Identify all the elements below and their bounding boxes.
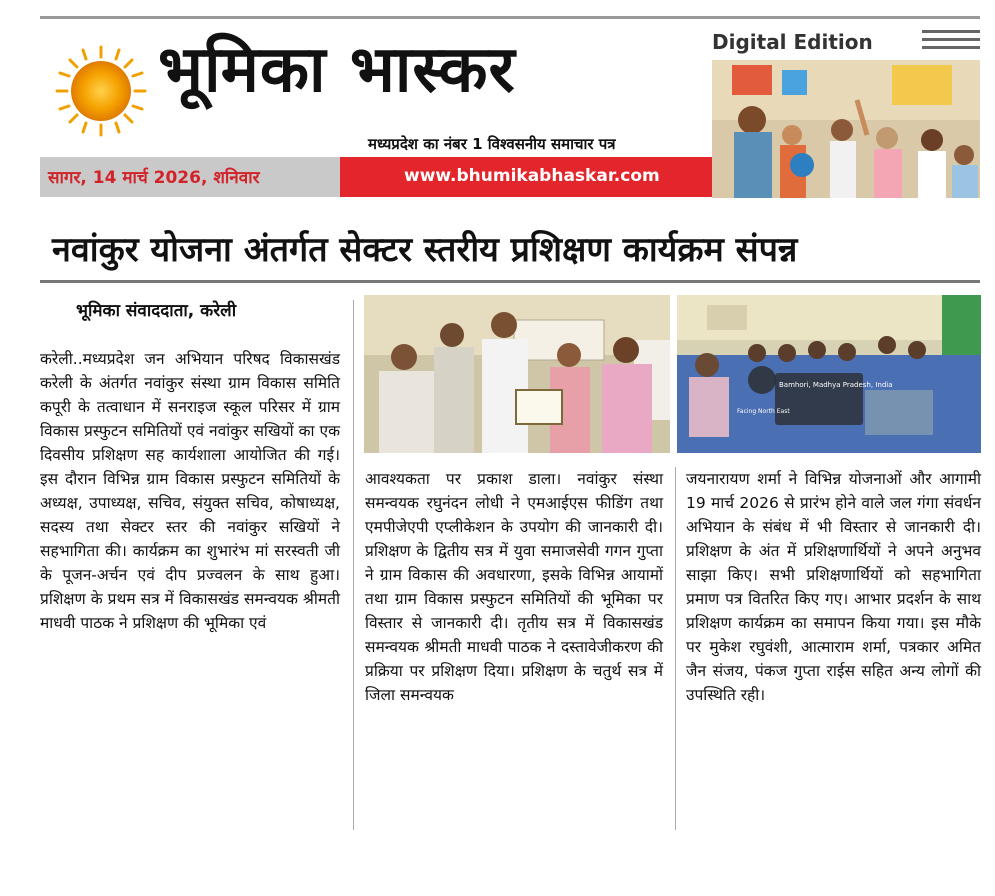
byline: भूमिका संवाददाता, करेली	[76, 301, 237, 321]
article-column-3: जयनारायण शर्मा ने विभिन्न योजनाओं और आगामी 19 मार्च 2026 से प्रारंभ होने वाले जल गंगा संवर्धन अभियान के संबंध में भी विस्तार से जानकारी दी। प्रशिक्षण के अंत में प्रशिक्षणार्थियों ने अपने अनुभव साझा किए। सभी प्रशिक्षणार्थियों को सहभागिता प्रमाण पत्र वितरित किए गए। आभार प्रदर्शन के साथ प्रशिक्षण कार्यक्रम का समापन किया गया। इस मौके पर मुकेश रघुवंशी, आत्माराम शर्मा, पत्रकार अमित जैन संजय, पंकज गुप्ता राईस सहित अन्य लोगों की उपस्थिति रही।	[686, 470, 981, 705]
edition-label: Digital Edition	[712, 30, 873, 54]
column-rule	[353, 300, 354, 830]
column-rule	[675, 467, 676, 830]
website-link[interactable]: www.bhumikabhaskar.com	[404, 166, 660, 186]
masthead-title: भूमिका भास्कर	[158, 33, 516, 107]
masthead-tagline: मध्यप्रदेश का नंबर 1 विश्वसनीय समाचार पत्र	[368, 135, 616, 153]
dateline: सागर, 14 मार्च 2026, शनिवार	[48, 168, 260, 188]
article-column-1: करेली..मध्यप्रदेश जन अभियान परिषद विकासखंड करेली के अंतर्गत नवांकुर संस्था ग्राम विकास समिति कपूरी के तत्वाधान में सनराइज स्कूल परिसर में ग्राम विकास प्रस्फुटन समितियों एवं नवांकुर सखियों का एक दिवसीय प्रशिक्षण सह कार्यशाला आयोजित की गई। इस दौरान विभिन्न ग्राम विकास प्रस्फुटन समितियों के अध्यक्ष, उपाध्यक्ष, सचिव, संयुक्त सचिव, कोषाध्यक्ष, सदस्य तथा सेक्टर स्तर की नवांकुर सखियों ने सहभागिता की। कार्यक्रम का शुभारंभ मां सरस्वती जी के पूजन-अर्चन एवं दीप प्रज्वलन के साथ हुआ। प्रशिक्षण के प्रथम सत्र में विकासखंड समन्वयक श्रीमती माधवी पाठक ने प्रशिक्षण की भूमिका एवं	[40, 350, 340, 633]
certificate-photo	[364, 295, 670, 453]
top-rule	[40, 16, 980, 19]
training-room-photo	[677, 295, 981, 453]
article-headline: नवांकुर योजना अंतर्गत सेक्टर स्तरीय प्रशिक्षण कार्यक्रम संपन्न	[52, 230, 798, 270]
article-column-2: आवश्यकता पर प्रकाश डाला। नवांकुर संस्था समन्वयक रघुनंदन लोधी ने एमआईएस फीडिंग तथा एमपीजेएपी एप्लीकेशन के उपयोग की जानकारी दी। प्रशिक्षण के द्वितीय सत्र में युवा समाजसेवी गगन गुप्ता ने ग्राम विकास की अवधारणा, इसके विभिन्न आयामों तथा ग्राम विकास प्रस्फुटन समितियों की भूमिका पर विस्तार से जानकारी दी। तृतीय सत्र में विकासखंड समन्वयक श्रीमती माधवी पाठक ने दस्तावेजीकरण की प्रक्रिया पर प्रशिक्षण दिया। प्रशिक्षण के चतुर्थ सत्र में जिला समन्वयक	[365, 470, 663, 705]
sun-logo-icon	[55, 45, 147, 137]
photo-facing-text: Facing North East	[737, 408, 790, 415]
classroom-photo	[712, 60, 980, 198]
headline-rule	[40, 280, 980, 283]
menu-lines-icon	[922, 30, 980, 52]
photo-location-text: Bamhori, Madhya Pradesh, India	[779, 381, 893, 389]
